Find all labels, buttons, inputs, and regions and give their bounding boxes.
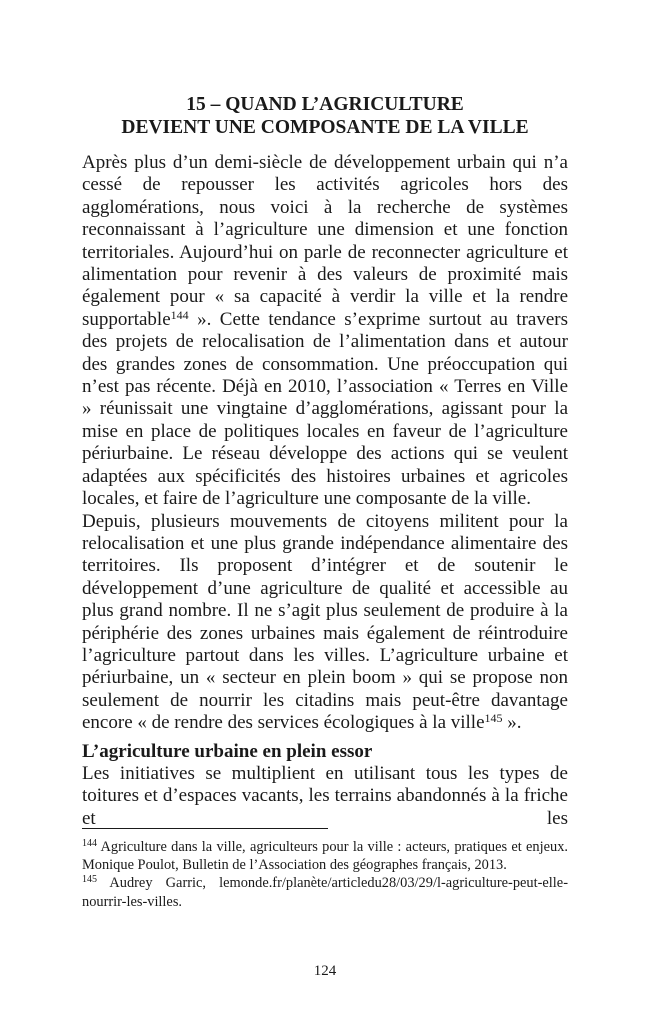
paragraph-2-text-a: Depuis, plusieurs mouvements de citoyens militent pour la relocalisation et une plus grande indépendance alimentaire des territoires. Ils proposent d’intégrer et de soutenir le développement d’une agriculture de qualité et accessible au plus grand nombre. Il ne s’agit plus seulement de produire à la périphérie des zones urbaines mais également de réintroduire l’agriculture partout dans les villes. L’agriculture urbaine et périurbaine, un « secteur en plein boom » qui se propose non seulement de nourrir les citadins mais peut-être davantage encore « de rendre des services écologiques à la ville [82,510,568,734]
footnote-text-144: Agriculture dans la ville, agriculteurs pour la ville : acteurs, pratiques et enjeux. Monique Poulot, Bulletin de l’Association des géographes français, 2013. [82,839,568,874]
footnote-144 [82,838,568,874]
footnote-divider [82,828,328,829]
section-heading: L’agriculture urbaine en plein essor [82,741,373,762]
paragraph-2-text-b: ». [502,712,522,734]
footnote-ref-145[interactable]: 145 [484,711,503,726]
footnote-ref-144[interactable]: 144 [170,307,189,322]
paragraph-2 [82,511,568,735]
footnote-number-144: 144 [82,838,97,849]
footnote-145 [82,874,568,910]
footnote-number-145: 145 [82,874,97,886]
footnote-text-145: Audrey Garric, lemonde.fr/planète/articledu28/03/29/l-agriculture-peut-elle-nourrir-les-villes. [82,875,568,910]
paragraph-1-text-a: Après plus d’un demi-siècle de développement urbain qui n’a cessé de repousser les activités agricoles hors des agglomérations, nous voici à la recherche de systèmes reconnaissant à l’agriculture une dimension et une fonction territoriales. Aujourd’hui on parle de reconnecter agriculture et alimentation pour revenir à des valeurs de proximité mais également pour « sa capacité à verdir la ville et la rendre supportable [82,152,568,330]
chapter-title-line-1: 15 – QUAND L’AGRICULTURE [186,94,464,115]
page-number: 124 [313,963,337,979]
paragraph-1 [82,152,568,511]
chapter-title [0,93,650,139]
paragraph-1-text-b: ». Cette tendance s’exprime surtout au travers des projets de relocalisation de l’alimentation dans et autour des grandes zones de consommation. Une préoccupation qui n’est pas récente. Déjà en 2010, l’association « Terres en Ville » réunissait une vingtaine d’agglomérations, agissant pour la mise en place de politiques locales en faveur de l’agriculture périurbaine. Le réseau développe des actions qui se veulent adaptées aux spécificités des histoires urbaines et agricoles locales, et faire de l’agriculture une composante de la ville. [82,308,568,510]
chapter-body [82,152,568,735]
footnotes [82,838,568,911]
section-paragraph: Les initiatives se multiplient en utilisant tous les types de toitures et d’espaces vacants, les terrains abandonnés à la friche et les [82,763,568,829]
chapter-title-line-2: DEVIENT UNE COMPOSANTE DE LA VILLE [121,117,529,138]
